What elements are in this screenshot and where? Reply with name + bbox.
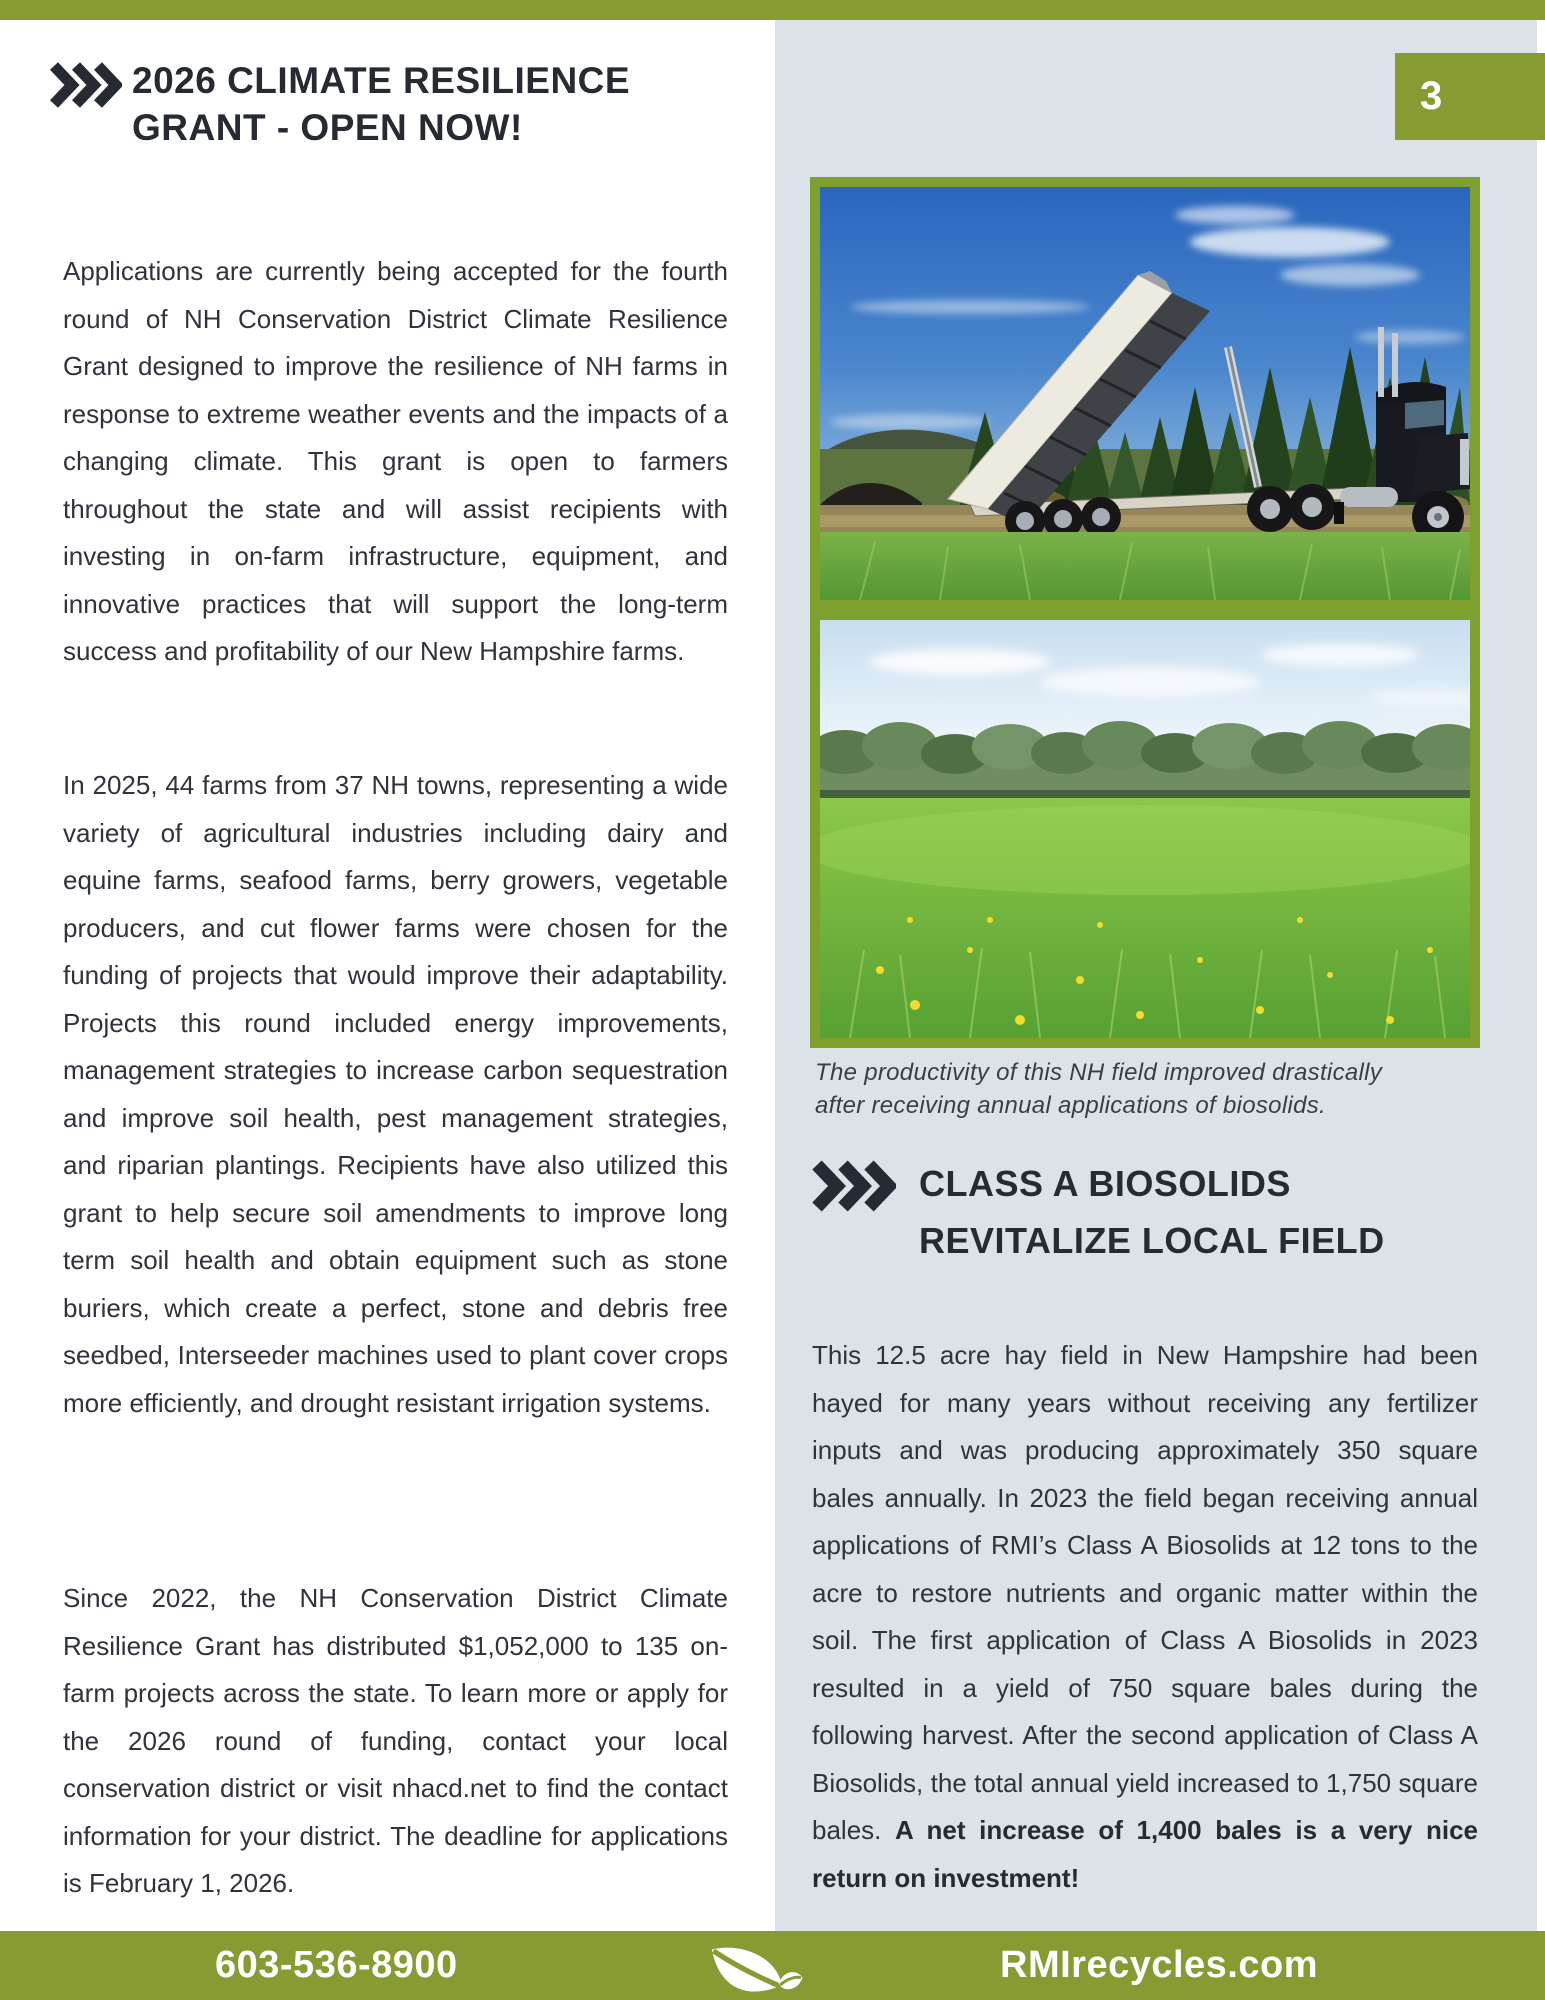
- right-article-title-line1: CLASS A BIOSOLIDS: [919, 1163, 1291, 1204]
- top-accent-bar: [0, 0, 1545, 20]
- left-article-paragraph-1: Applications are currently being accepted for the fourth round of NH Conservation District Climate Resilience Grant designed to improve the resilience of NH farms in response to extreme weather events and the impacts of a changing climate. This grant is open to farmers throughout the state and will assist recipients with investing in on-farm infrastructure, equipment, and innovative practices that will support the long-term success and profitability of our New Hampshire farms.: [63, 256, 728, 666]
- left-article-title-line1: 2026 CLIMATE RESILIENCE: [132, 60, 631, 101]
- right-article-title: [919, 1155, 1479, 1269]
- left-article-paragraph-2: In 2025, 44 farms from 37 NH towns, representing a wide variety of agricultural industries including dairy and equine farms, seafood farms, berry growers, vegetable producers, and cut flower farms were chosen for the funding of projects that would improve their adaptability. Projects this round included energy improvements, management strategies to increase carbon sequestration and improve soil health, pest management strategies, and riparian plantings. Recipients have also utilized this grant to help secure soil amendments to improve long term soil health and obtain equipment such as stone buriers, which create a perfect, stone and debris free seedbed, Interseeder machines used to plant cover crops more efficiently, and drought resistant irrigation systems.: [63, 770, 728, 1418]
- right-article-bold-text: A net increase of 1,400 bales is a very nice return on investment!: [812, 1815, 1479, 1893]
- footer-phone-number: 603-536-8900: [215, 1944, 458, 1986]
- left-article-title: [132, 57, 732, 151]
- photo-hay-field: [810, 610, 1480, 1048]
- footer-website: RMIrecycles.com: [1000, 1944, 1318, 1986]
- page-number: 3: [1420, 74, 1443, 118]
- triple-chevron-icon: [812, 1160, 896, 1212]
- triple-chevron-icon: [50, 62, 122, 108]
- leaf-icon: [700, 1945, 804, 1997]
- footer-bar: [0, 1931, 1545, 2000]
- left-article-paragraph-3: Since 2022, the NH Conservation District Climate Resilience Grant has distributed $1,052,000 to 135 on-farm projects across the state. To learn more or apply for the 2026 round of funding, contact your local conservation district or visit nhacd.net to find the contact information for your district. The deadline for applications is February 1, 2026.: [63, 1583, 728, 1898]
- right-article-text: This 12.5 acre hay field in New Hampshire had been hayed for many years without receiving any fertilizer inputs and was producing approximately 350 square bales annually. In 2023 the field began receiving annual applications of RMI’s Class A Biosolids at 12 tons to the acre to restore nutrients and organic matter within the soil. The first application of Class A Biosolids in 2023 resulted in a yield of 750 square bales during the following harvest. After the second application of Class A Biosolids, the total annual yield increased to 1,750 square bales.: [812, 1340, 1478, 1845]
- photo-truck-dumping-biosolids: [810, 177, 1480, 610]
- right-article-title-line2: REVITALIZE LOCAL FIELD: [919, 1220, 1385, 1261]
- field-photo-illustration: [820, 620, 1470, 1038]
- left-article-title-line2: GRANT - OPEN NOW!: [132, 107, 523, 148]
- right-article-paragraph: [812, 1332, 1478, 1902]
- truck-photo-illustration: [820, 187, 1470, 600]
- page-number-badge: [1395, 53, 1545, 140]
- photo-caption: The productivity of this NH field improved drastically after receiving annual applications of biosolids.: [815, 1059, 1383, 1119]
